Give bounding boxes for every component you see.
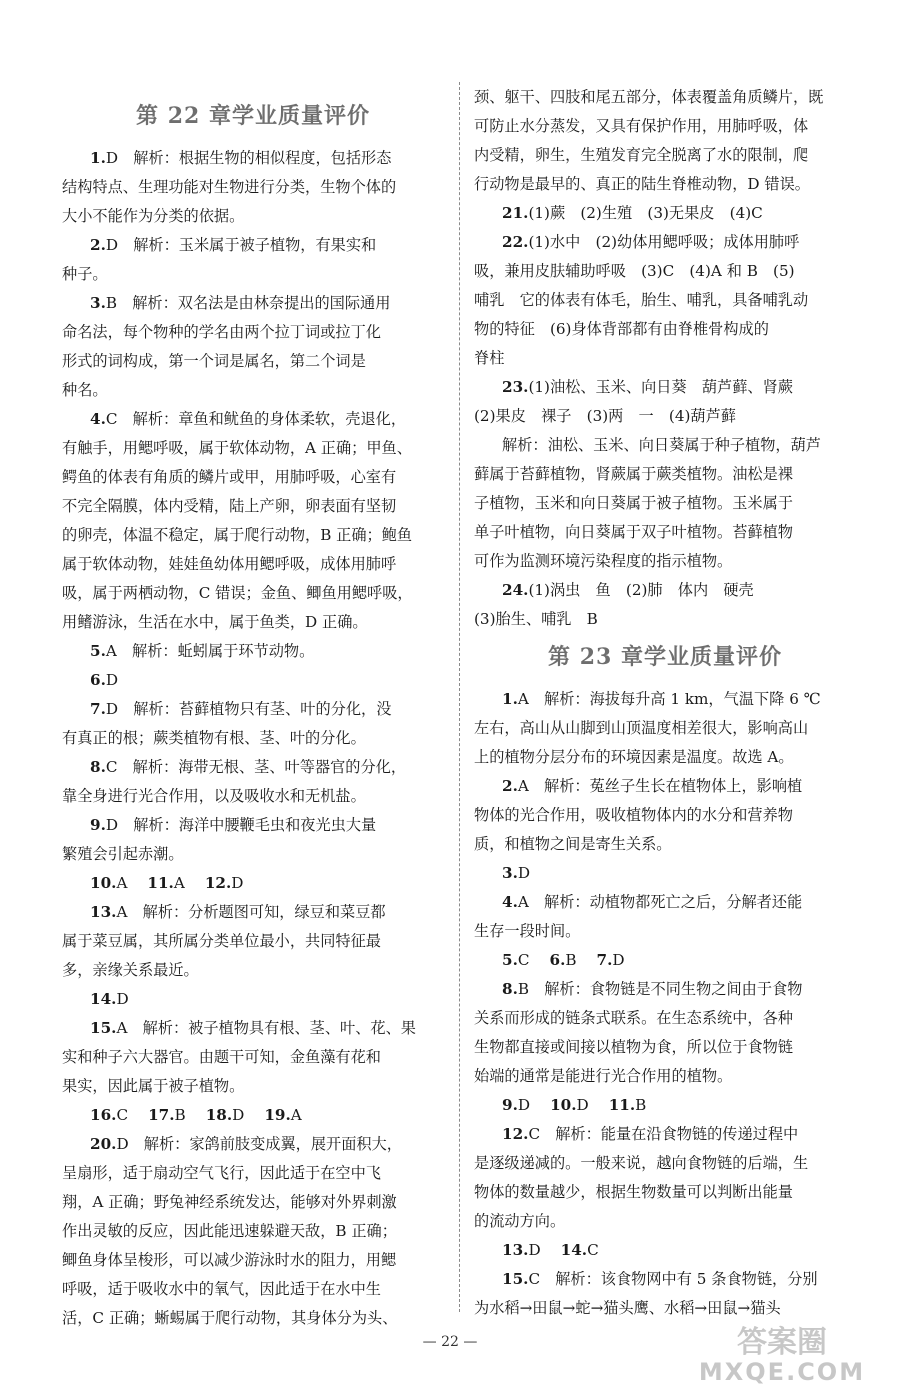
- answer-q21: 21.(1)蕨 (2)生殖 (3)无果皮 (4)C: [502, 204, 763, 222]
- watermark-logo: [672, 1322, 892, 1386]
- answer-q5: 5.A 解析：蚯蚓属于环节动物。: [90, 642, 315, 660]
- answer-q3: 3.D: [502, 864, 531, 882]
- watermark-text: 答案圈: [737, 1325, 827, 1360]
- chapter-title: 第 23 章学业质量评价: [548, 644, 782, 670]
- answer-q9-11: 9.D 10.D 11.B: [502, 1096, 647, 1114]
- answer-q10-12: 10.A 11.A 12.D: [90, 874, 244, 892]
- page-number: — 22 —: [422, 1334, 478, 1350]
- chapter-title: 第 22 章学业质量评价: [136, 103, 370, 129]
- answer-q5-7: 5.C 6.B 7.D: [502, 951, 625, 969]
- answer-q13-14: 13.D 14.C: [502, 1241, 599, 1259]
- column-divider: [459, 82, 460, 1312]
- answer-q14: 14.D: [90, 990, 129, 1008]
- answer-q6: 6.D: [90, 671, 119, 689]
- answer-q16-19: 16.C 17.B 18.D 19.A: [90, 1106, 302, 1124]
- watermark-url: MXQE.COM: [698, 1358, 866, 1386]
